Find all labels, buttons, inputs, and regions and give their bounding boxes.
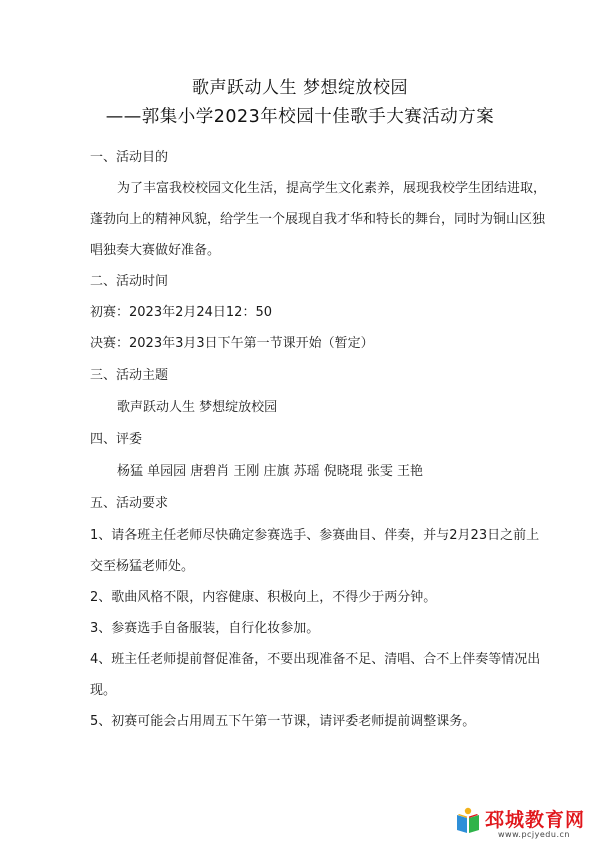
final-time: 决赛：2023年3月3日下午第一节课开始（暂定） — [90, 336, 374, 351]
requirement-item: 2、歌曲风格不限，内容健康、积极向上，不得少于两分钟。 — [90, 590, 437, 605]
judges-list: 杨猛 单园园 唐碧肖 王刚 庄旗 苏瑶 倪晓琨 张雯 王艳 — [117, 464, 424, 479]
paragraph-line: 蓬勃向上的精神风貌，给学生一个展现自我才华和特长的舞台，同时为铜山区独 — [90, 212, 546, 227]
section-heading-time: 二、活动时间 — [90, 274, 169, 289]
requirement-item-cont: 现。 — [90, 683, 117, 698]
section-heading-theme: 三、活动主题 — [90, 368, 169, 383]
theme-text: 歌声跃动人生 梦想绽放校园 — [117, 400, 278, 415]
prelim-time: 初赛：2023年2月24日12：50 — [90, 305, 272, 320]
book-logo-icon — [454, 806, 482, 836]
site-watermark[interactable] — [454, 804, 594, 844]
section-heading-judges: 四、评委 — [90, 432, 143, 447]
paragraph-line: 为了丰富我校校园文化生活，提高学生文化素养，展现我校学生团结进取， — [117, 181, 547, 196]
requirement-item: 1、请各班主任老师尽快确定参赛选手、参赛曲目、伴奏，并与2月23日之前上 — [90, 528, 540, 543]
watermark-url: www.pcjyedu.cn — [498, 830, 570, 839]
requirement-item: 5、初赛可能会占用周五下午第一节课，请评委老师提前调整课务。 — [90, 714, 476, 729]
section-heading-purpose: 一、活动目的 — [90, 150, 169, 165]
requirement-item-cont: 交至杨猛老师处。 — [90, 559, 195, 574]
paragraph-line: 唱独奏大赛做好准备。 — [90, 243, 221, 258]
doc-title: 歌声跃动人生 梦想绽放校园 — [192, 78, 408, 98]
doc-subtitle: ——郭集小学2023年校园十佳歌手大赛活动方案 — [105, 107, 495, 127]
watermark-brand: 邳城教育网 — [485, 809, 586, 831]
requirement-item: 3、参赛选手自备服装，自行化妆参加。 — [90, 621, 320, 636]
requirement-item: 4、班主任老师提前督促准备，不要出现准备不足、清唱、合不上伴奏等情况出 — [90, 652, 541, 667]
section-heading-requirements: 五、活动要求 — [90, 496, 169, 511]
